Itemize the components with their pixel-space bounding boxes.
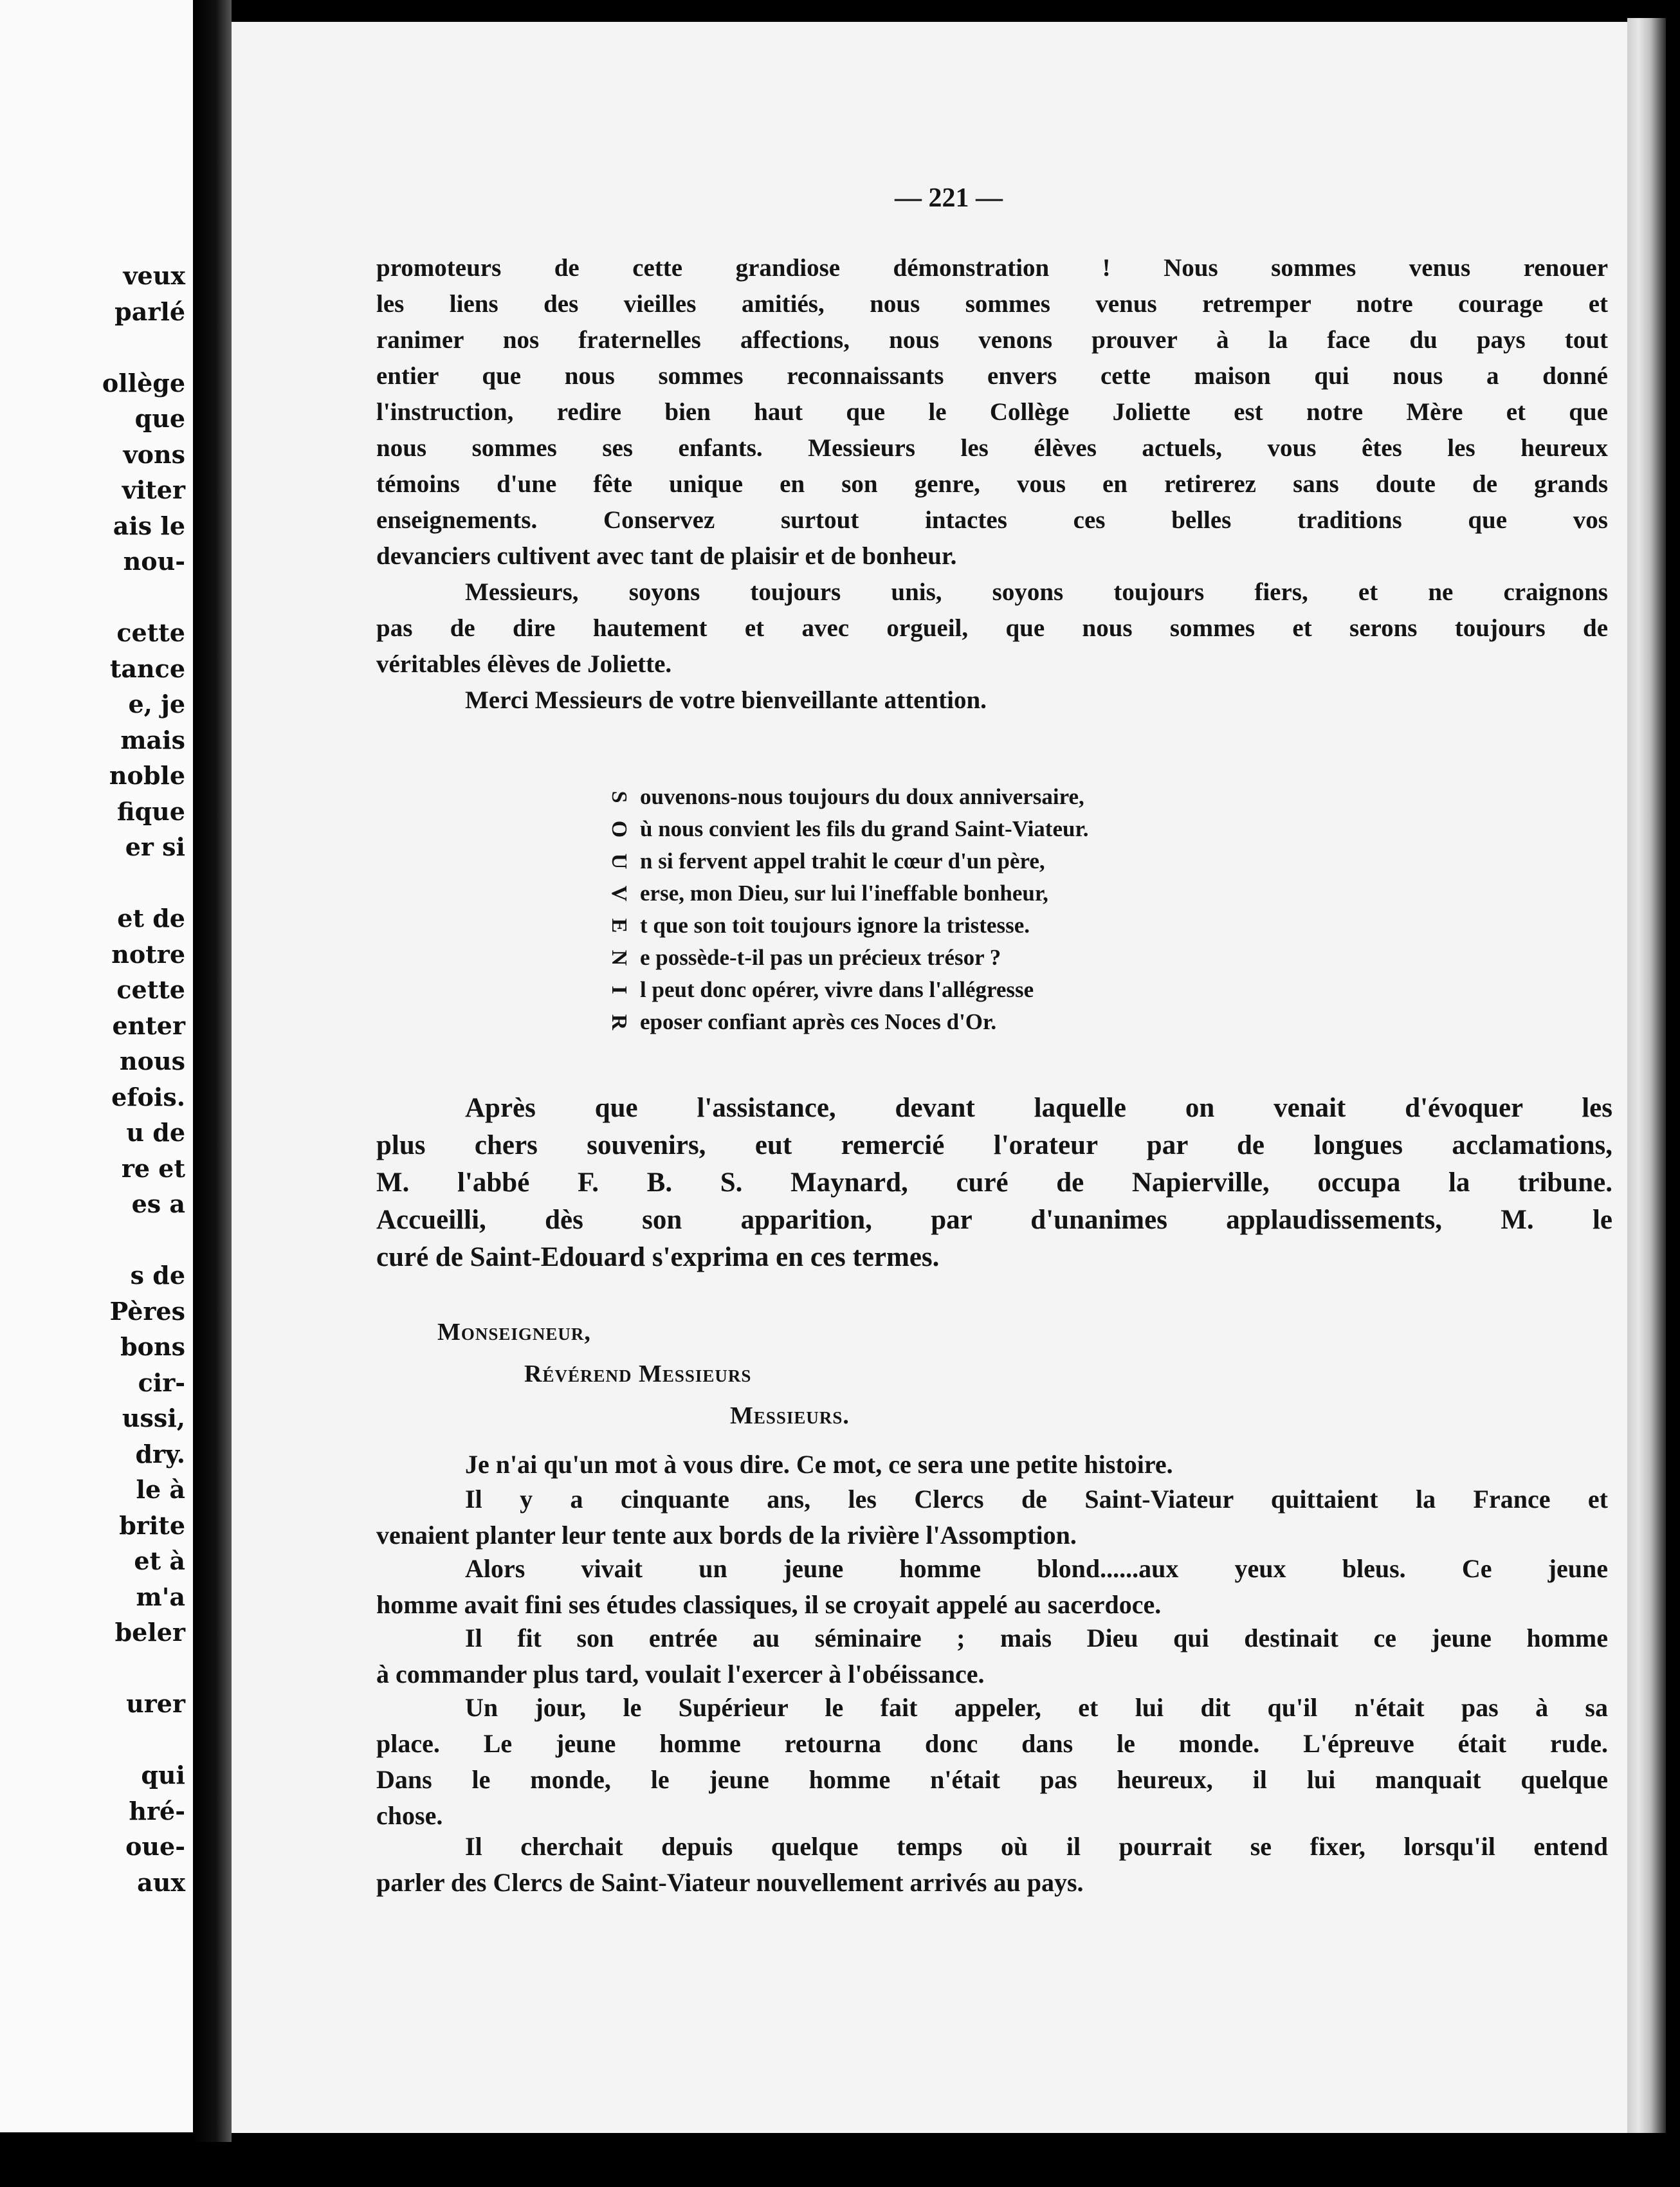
speech-paragraph [376, 1447, 1608, 1483]
left-page-line: ollège [102, 368, 185, 398]
book-gutter [193, 0, 232, 2142]
left-page-line: cette [116, 618, 185, 647]
page-edge [1627, 18, 1666, 2133]
text-line: Je n'ai qu'un mot à vous dire. Ce mot, ce sera une petite histoire. [465, 1450, 1173, 1479]
text-line: Messieurs, soyons toujours unis, soyons toujours fiers, et ne craignons [465, 578, 1608, 606]
left-page-line: veux [123, 261, 185, 290]
paragraph-merci [376, 682, 1608, 718]
left-page-line: tance [109, 654, 185, 683]
left-page-line: er si [125, 832, 185, 861]
text-line: devanciers cultivent avec tant de plaisir et de bonheur. [376, 542, 957, 570]
acrostic-line [608, 1006, 1089, 1038]
left-page-line: efois. [111, 1082, 185, 1112]
left-page-line: e, je [128, 690, 185, 718]
left-page-line: et de [117, 904, 185, 933]
left-page-line: et à [134, 1546, 185, 1575]
text-line: entier que nous sommes reconnaissants envers cette maison qui nous a donné [376, 362, 1608, 390]
left-page-line: qui [141, 1761, 185, 1789]
speech-paragraph [376, 1620, 1608, 1692]
text-line: Dans le monde, le jeune homme n'était pas heureux, il lui manquait quelque [376, 1765, 1608, 1794]
text-line: Après que l'assistance, devant laquelle on venait d'évoquer les [465, 1093, 1612, 1123]
text-line: place. Le jeune homme retourna donc dans le monde. L'épreuve était rude. [376, 1729, 1608, 1758]
left-page-line: enter [112, 1011, 185, 1040]
left-page-line: bons [120, 1332, 185, 1361]
left-page-line: cette [116, 975, 185, 1004]
speech-paragraph [376, 1551, 1608, 1623]
paragraph-messieurs [376, 574, 1608, 682]
text-line: les liens des vieilles amitiés, nous sommes venus retremper notre courage et [376, 290, 1608, 318]
left-page-line: aux [137, 1867, 185, 1897]
left-page-line: m'a [136, 1582, 185, 1611]
left-page-line: es a [131, 1189, 185, 1218]
left-page-line: oue- [125, 1832, 185, 1861]
acrostic-line [608, 974, 1089, 1006]
left-page-line: beler [114, 1618, 185, 1647]
acrostic-text: ù nous convient les fils du grand Saint-Viateur. [640, 816, 1089, 841]
speech-paragraph [376, 1829, 1608, 1901]
text-line: parler des Clercs de Saint-Viateur nouvellement arrivés au pays. [376, 1868, 1084, 1897]
acrostic-text: t que son toit toujours ignore la tristesse. [640, 913, 1030, 938]
text-line: curé de Saint-Edouard s'exprima en ces termes. [376, 1242, 940, 1272]
acrostic-letter: N [607, 949, 631, 966]
acrostic-poem [608, 781, 1089, 1038]
salutation-line-2: Révérend Messieurs [524, 1360, 752, 1387]
text-line: enseignements. Conservez surtout intactes ces belles traditions que vos [376, 506, 1608, 534]
acrostic-line [608, 877, 1089, 910]
text-line: pas de dire hautement et avec orgueil, que nous sommes et serons toujours de [376, 614, 1608, 642]
left-page-line: mais [120, 725, 185, 755]
acrostic-letter: S [607, 791, 631, 803]
text-line: témoins d'une fête unique en son genre, vous en retirerez sans doute de grands [376, 470, 1608, 498]
text-line: Un jour, le Supérieur le fait appeler, et lui dit qu'il n'était pas à sa [465, 1693, 1608, 1722]
acrostic-text: e possède-t-il pas un précieux trésor ? [640, 945, 1001, 970]
acrostic-letter: R [607, 1014, 631, 1030]
acrostic-line [608, 813, 1089, 845]
speech-paragraph [376, 1481, 1608, 1553]
text-line: à commander plus tard, voulait l'exercer à l'obéissance. [376, 1660, 985, 1688]
left-page-line: noble [109, 761, 185, 790]
acrostic-text: l peut donc opérer, vivre dans l'allégresse [640, 977, 1034, 1002]
left-adjoining-page [0, 0, 193, 2132]
speech-paragraph [376, 1690, 1608, 1834]
salutation-line-3: Messieurs. [730, 1402, 850, 1429]
left-page-line: dry. [135, 1439, 185, 1469]
left-page-line: le à [136, 1475, 185, 1504]
text-line: Il cherchait depuis quelque temps où il pourrait se fixer, lorsqu'il entend [465, 1832, 1608, 1861]
left-page-line: hré- [129, 1796, 185, 1826]
acrostic-line [608, 910, 1089, 942]
paragraph-narrative [376, 1090, 1612, 1276]
text-line: Il y a cinquante ans, les Clercs de Saint-Viateur quittaient la France et [465, 1485, 1608, 1514]
text-line: Alors vivait un jeune homme blond......aux yeux bleus. Ce jeune [465, 1554, 1608, 1583]
left-page-line: u de [126, 1118, 185, 1147]
text-line: nous sommes ses enfants. Messieurs les élèves actuels, vous êtes les heureux [376, 434, 1608, 462]
left-page-line: que [134, 404, 185, 433]
acrostic-line [608, 942, 1089, 974]
left-page-line: vons [123, 439, 185, 469]
text-line: Merci Messieurs de votre bienveillante attention. [465, 686, 987, 714]
acrostic-line [608, 845, 1089, 877]
acrostic-text: ouvenons-nous toujours du doux anniversaire, [640, 784, 1084, 809]
text-line: promoteurs de cette grandiose démonstration ! Nous sommes venus renouer [376, 254, 1608, 282]
acrostic-letter: U [607, 853, 631, 870]
left-page-line: fique [116, 796, 185, 826]
text-line: véritables élèves de Joliette. [376, 650, 672, 678]
text-line: M. l'abbé F. B. S. Maynard, curé de Napierville, occupa la tribune. [376, 1167, 1612, 1198]
left-page-line: re et [121, 1153, 185, 1183]
left-page-line: nou- [123, 547, 185, 576]
left-page-line: notre [111, 939, 185, 969]
left-page-line: cir- [138, 1368, 185, 1397]
left-page-line: Pères [109, 1296, 185, 1326]
left-page-line: s de [130, 1261, 185, 1290]
acrostic-text: n si fervent appel trahit le cœur d'un père, [640, 848, 1045, 874]
left-page-line: viter [122, 475, 185, 504]
paragraph-continuation [376, 250, 1608, 574]
acrostic-letter: E [607, 918, 631, 933]
left-page-line: urer [126, 1689, 185, 1718]
text-line: chose. [376, 1801, 443, 1830]
acrostic-text: erse, mon Dieu, sur lui l'ineffable bonheur, [640, 881, 1048, 906]
left-page-line: ussi, [122, 1404, 185, 1432]
acrostic-letter: V [607, 885, 631, 902]
text-line: Accueilli, dès son apparition, par d'unanimes applaudissements, M. le [376, 1205, 1612, 1235]
text-line: Il fit son entrée au séminaire ; mais Dieu qui destinait ce jeune homme [465, 1624, 1608, 1652]
acrostic-letter: O [607, 820, 631, 838]
text-line: venaient planter leur tente aux bords de la rivière l'Assomption. [376, 1521, 1077, 1550]
text-line: ranimer nos fraternelles affections, nous venons prouver à la face du pays tout [376, 326, 1608, 354]
left-page-line: ais le [113, 511, 185, 540]
text-line: homme avait fini ses études classiques, il se croyait appelé au sacerdoce. [376, 1590, 1162, 1619]
left-page-line: nous [120, 1047, 185, 1075]
salutation-line-1: Monseigneur, [437, 1319, 591, 1346]
acrostic-letter: I [607, 985, 631, 994]
book-page [232, 22, 1627, 2133]
page-number: — 221 — [895, 183, 1003, 213]
acrostic-line [608, 781, 1089, 813]
left-page-line: parlé [114, 297, 185, 326]
text-line: l'instruction, redire bien haut que le Collège Joliette est notre Mère et que [376, 398, 1608, 426]
text-line: plus chers souvenirs, eut remercié l'orateur par de longues acclamations, [376, 1130, 1612, 1160]
acrostic-text: eposer confiant après ces Noces d'Or. [640, 1009, 997, 1034]
left-page-line: brite [119, 1510, 185, 1540]
